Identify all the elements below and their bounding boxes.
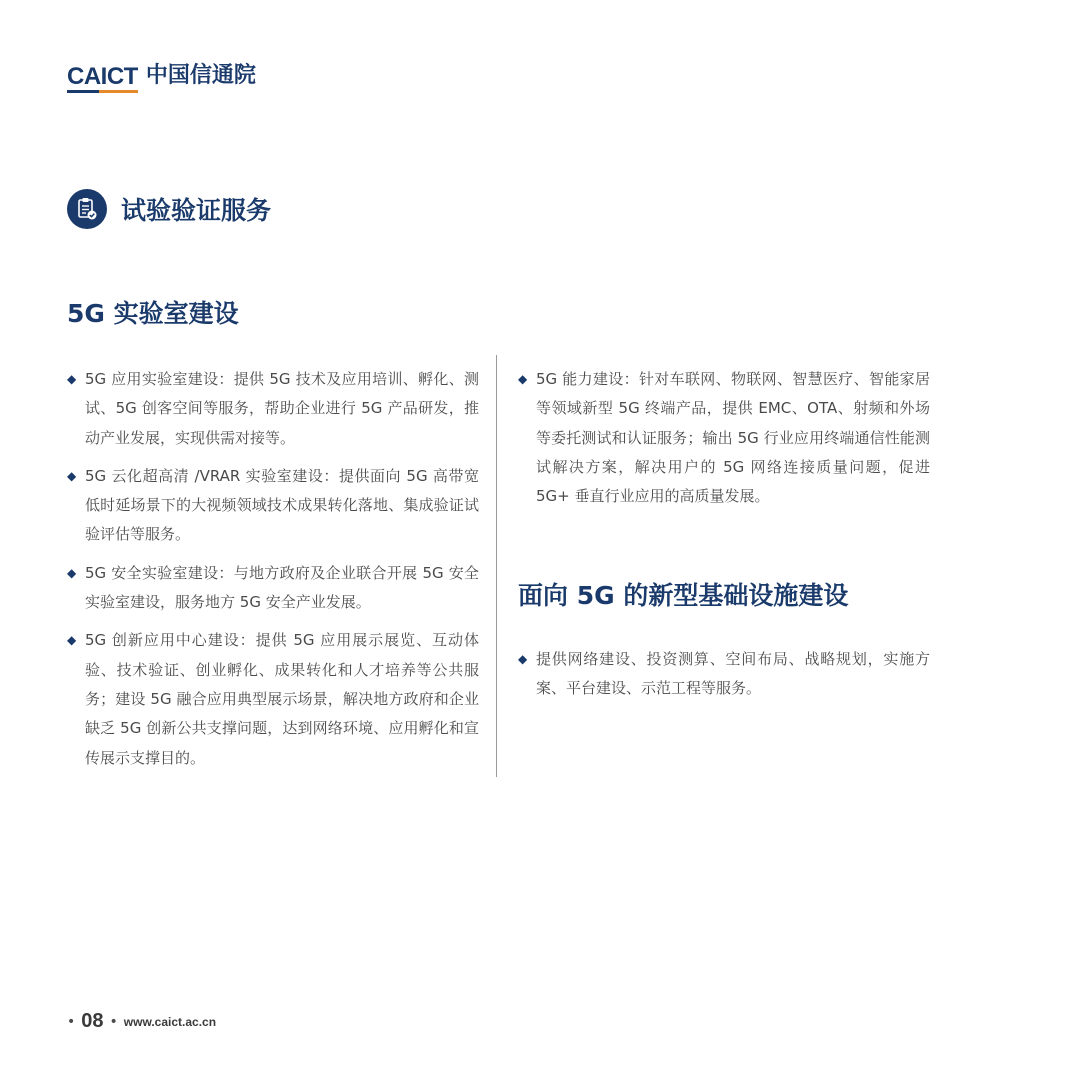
- list-item: ◆ 5G 云化超高清 /VRAR 实验室建设：提供面向 5G 高带宽低时延场景下的大视频领域技术成果转化落地、集成验证试验评估等服务。: [67, 462, 479, 550]
- lab-section-title: 5G 实验室建设: [67, 299, 239, 328]
- footer-dot: •: [67, 1013, 76, 1030]
- diamond-bullet-icon: ◆: [518, 372, 528, 386]
- list-item: ◆ 提供网络建设、投资测算、空间布局、战略规划，实施方案、平台建设、示范工程等服务。: [518, 645, 930, 704]
- diamond-bullet-icon: ◆: [67, 633, 77, 648]
- lab-items-right: [518, 365, 930, 520]
- page-number: 08: [81, 1010, 104, 1032]
- org-name: 中国信通院: [145, 63, 256, 88]
- logo-underline: [67, 90, 138, 93]
- caict-logo: [67, 63, 256, 89]
- infra-section-title: 面向 5G 的新型基础设施建设: [518, 581, 849, 610]
- infra-items: [518, 645, 930, 713]
- footer-dot: •: [109, 1013, 118, 1030]
- website-link[interactable]: www.caict.ac.cn: [123, 1014, 217, 1029]
- list-item: ◆ 5G 能力建设：针对车联网、物联网、智慧医疗、智能家居等领域新型 5G 终端产品，提供 EMC、OTA、射频和外场等委托测试和认证服务；输出 5G 行业应用终端通信性能测试解决方案，解决用户的 5G 网络连接质量问题，促进 5G+ 垂直行业应用的高质量发展。: [518, 365, 930, 511]
- logo-mark: CAICT: [67, 65, 138, 89]
- list-item: ◆ 5G 应用实验室建设：提供 5G 技术及应用培训、孵化、测试、5G 创客空间等服务，帮助企业进行 5G 产品研发，推动产业发展，实现供需对接等。: [67, 365, 479, 453]
- list-item: ◆ 5G 创新应用中心建设：提供 5G 应用展示展览、互动体验、技术验证、创业孵化、成果转化和人才培养等公共服务；建设 5G 融合应用典型展示场景，解决地方政府和企业缺乏 5G 创新公共支撑问题，达到网络环境、应用孵化和宣传展示支撑目的。: [67, 626, 479, 772]
- page-footer: [67, 1010, 216, 1033]
- diamond-bullet-icon: ◆: [67, 565, 77, 580]
- diamond-bullet-icon: ◆: [518, 652, 528, 666]
- list-item: ◆ 5G 安全实验室建设：与地方政府及企业联合开展 5G 安全实验室建设，服务地方 5G 安全产业发展。: [67, 559, 479, 618]
- column-divider: [496, 355, 497, 777]
- lab-items-left: [67, 365, 479, 782]
- clipboard-check-icon: [67, 189, 107, 229]
- section-header: [67, 189, 271, 229]
- section-title: 试验验证服务: [121, 196, 272, 225]
- diamond-bullet-icon: ◆: [67, 468, 77, 483]
- diamond-bullet-icon: ◆: [67, 372, 77, 386]
